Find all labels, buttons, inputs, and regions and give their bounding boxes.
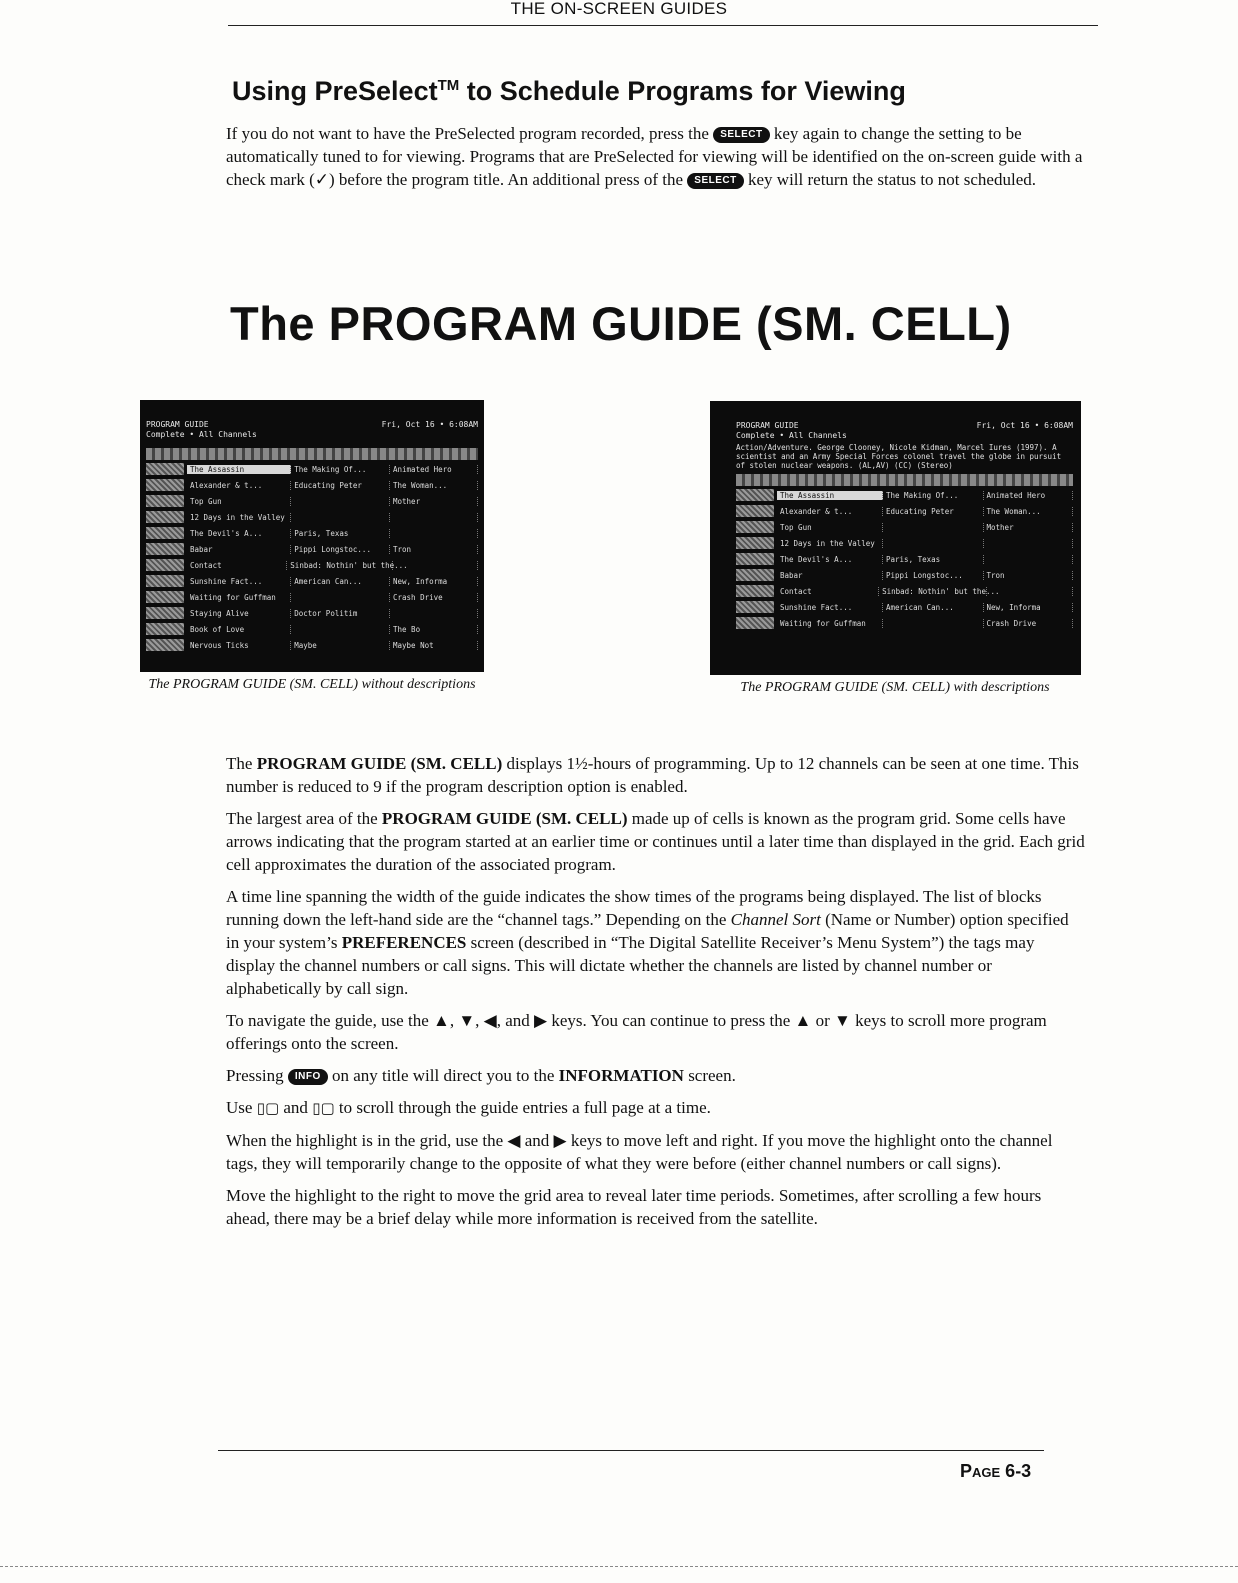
paragraph-3	[226, 885, 1086, 1000]
program-cell[interactable]: American Can...	[291, 577, 390, 586]
left-arrow-icon: ◀	[507, 1131, 521, 1150]
page-up-key-icon: ▯▢	[256, 1099, 280, 1117]
program-cell[interactable]: Paris, Texas	[291, 529, 390, 538]
p6-a: Use	[226, 1098, 253, 1117]
program-cell[interactable]: The Woman...	[984, 507, 1074, 516]
program-cell[interactable]: Maybe	[291, 641, 390, 650]
trademark-mark: TM	[437, 77, 460, 94]
guide-row[interactable]	[146, 510, 478, 524]
program-cell[interactable]: Alexander & t...	[187, 481, 291, 490]
p1-bold: PROGRAM GUIDE (SM. CELL)	[256, 754, 503, 773]
program-cell[interactable]: Educating Peter	[291, 481, 390, 490]
channel-tag[interactable]	[146, 543, 184, 555]
preselect-heading	[232, 76, 906, 107]
p3-c: screen (described in “The Digital Satellite Receiver’s Menu System”) the tags may display the channel numbers or call signs. This will dictate whether the channels are listed by channel number or alphabetically by call sign.	[226, 933, 1035, 998]
p5-bold: INFORMATION	[558, 1066, 684, 1085]
program-cell[interactable]: Top Gun	[187, 497, 291, 506]
guide-row[interactable]	[736, 536, 1073, 550]
guide-header	[146, 420, 478, 430]
p2-post: made up of cells is known as the program grid. Some cells have arrows indicating that the program started at an earlier time or continues until a later time than displayed in the grid. Each grid cell approximates the duration of the associated program.	[226, 809, 1085, 874]
program-cell[interactable]: New, Informa	[390, 577, 478, 586]
program-cell[interactable]	[291, 593, 390, 602]
guide-row[interactable]	[736, 568, 1073, 582]
program-cell[interactable]: Doctor Politim	[291, 609, 390, 618]
guide-title: PROGRAM GUIDE	[146, 420, 209, 429]
guide-title: PROGRAM GUIDE	[736, 421, 799, 430]
preselect-text-1: If you do not want to have the PreSelected program recorded, press the	[226, 124, 709, 143]
p3-italic: Channel Sort	[730, 910, 821, 929]
preselect-heading-text: Using PreSelect	[232, 76, 438, 106]
channel-tag[interactable]	[146, 479, 184, 491]
channel-tag[interactable]	[146, 495, 184, 507]
program-cell[interactable]: Mother	[390, 497, 478, 506]
guide-row[interactable]	[146, 638, 478, 652]
program-cell[interactable]: Waiting for Guffman	[187, 593, 291, 602]
program-cell[interactable]: Book of Love	[187, 625, 291, 634]
p4-c: keys to scroll more program offerings onto the screen.	[226, 1011, 1047, 1053]
program-cell[interactable]: Sinbad: Nothin' but the...	[287, 561, 393, 570]
program-cell[interactable]: The Making Of...	[291, 465, 390, 474]
program-cell[interactable]: Pippi Longstoc...	[883, 571, 984, 580]
guide-row[interactable]	[146, 462, 478, 476]
p7-and: and	[524, 1131, 550, 1150]
channel-tag[interactable]	[736, 553, 774, 565]
paragraph-1	[226, 752, 1086, 798]
program-cell[interactable]: 12 Days in the Valley	[777, 539, 883, 548]
up-arrow-icon: ▲	[794, 1011, 812, 1030]
channel-tag[interactable]	[736, 505, 774, 517]
guide-screenshot-no-descriptions	[140, 400, 484, 672]
paragraph-2	[226, 807, 1086, 876]
header-rule	[228, 25, 1098, 26]
down-arrow-icon: ▼	[834, 1011, 851, 1030]
program-cell[interactable]	[393, 561, 478, 570]
guide-row[interactable]	[736, 520, 1073, 534]
select-key-icon: SELECT	[687, 173, 743, 189]
channel-tag[interactable]	[736, 617, 774, 629]
program-cell[interactable]: Crash Drive	[390, 593, 478, 602]
guide-row[interactable]	[736, 504, 1073, 518]
program-cell[interactable]: Animated Hero	[984, 491, 1074, 500]
guide-row[interactable]	[736, 616, 1073, 630]
channel-tag[interactable]	[146, 463, 184, 475]
guide-row[interactable]	[146, 494, 478, 508]
program-cell[interactable]: Contact	[777, 587, 879, 596]
program-cell[interactable]: Top Gun	[777, 523, 883, 532]
program-cell[interactable]: Contact	[187, 561, 287, 570]
program-cell[interactable]	[987, 587, 1073, 596]
program-cell[interactable]: Sunshine Fact...	[187, 577, 291, 586]
time-line	[146, 448, 478, 460]
channel-tag[interactable]	[736, 601, 774, 613]
arrow-keys-icon: ▲, ▼, ◀, and ▶	[433, 1011, 548, 1030]
program-cell[interactable]	[291, 497, 390, 506]
p4-b: keys. You can continue to press the	[551, 1011, 791, 1030]
channel-tag[interactable]	[146, 527, 184, 539]
guide-row[interactable]	[146, 574, 478, 588]
program-cell[interactable]: Animated Hero	[390, 465, 478, 474]
program-cell[interactable]: The Assassin	[777, 491, 883, 500]
paragraph-8: Move the highlight to the right to move the grid area to reveal later time periods. Sometimes, after scrolling a few hours ahead, there may be a brief delay while more information is received from the satellite.	[226, 1186, 1042, 1228]
body-text	[226, 752, 1086, 1230]
program-cell[interactable]: Nervous Ticks	[187, 641, 291, 650]
guide-row[interactable]	[146, 542, 478, 556]
guide-row[interactable]	[736, 552, 1073, 566]
guide-row[interactable]	[146, 606, 478, 620]
paragraph-7	[226, 1129, 1086, 1175]
scan-edge-rule	[0, 1566, 1238, 1567]
guide-row[interactable]	[736, 600, 1073, 614]
program-cell[interactable]	[390, 609, 478, 618]
program-cell[interactable]: The Devil's A...	[777, 555, 883, 564]
program-cell[interactable]	[291, 625, 390, 634]
program-cell[interactable]: Alexander & t...	[777, 507, 883, 516]
program-cell[interactable]	[883, 523, 984, 532]
footer-rule	[218, 1450, 1044, 1451]
caption-left: The PROGRAM GUIDE (SM. CELL) without descriptions	[148, 677, 476, 692]
guide-row[interactable]	[736, 584, 1073, 598]
program-cell[interactable]: Babar	[187, 545, 291, 554]
p2-bold: PROGRAM GUIDE (SM. CELL)	[381, 809, 628, 828]
paragraph-5	[226, 1064, 1086, 1087]
program-cell[interactable]: Crash Drive	[984, 619, 1074, 628]
p6-and: and	[283, 1098, 308, 1117]
program-cell[interactable]: Waiting for Guffman	[777, 619, 883, 628]
channel-tag[interactable]	[736, 569, 774, 581]
program-cell[interactable]: The Woman...	[390, 481, 478, 490]
p2-pre: The largest area of the	[226, 809, 378, 828]
program-cell[interactable]: Mother	[984, 523, 1074, 532]
preselect-text-3: key will return the status to not scheduled.	[748, 170, 1036, 189]
program-cell[interactable]: Sunshine Fact...	[777, 603, 883, 612]
program-description: Action/Adventure. George Clooney, Nicole Kidman, Marcel Iures (1997). A scientist and an Army Special Forces colonel travel the globe in pursuit of stolen nuclear weapons. (AL,AV) (CC) (Stereo)	[736, 443, 1062, 470]
program-cell[interactable]: New, Informa	[984, 603, 1074, 612]
preselect-heading-rest: to Schedule Programs for Viewing	[466, 76, 906, 106]
p7-b: keys to move left and right. If you move the highlight onto the channel tags, they will temporarily change to the opposite of what they were before (either channel numbers or call signs).	[226, 1131, 1053, 1173]
guide-row[interactable]	[146, 526, 478, 540]
program-cell[interactable]: The Making Of...	[883, 491, 984, 500]
program-cell[interactable]: Sinbad: Nothin' but the...	[879, 587, 987, 596]
channel-tag[interactable]	[736, 489, 774, 501]
p7-a: When the highlight is in the grid, use the	[226, 1131, 504, 1150]
program-cell[interactable]: The Bo	[390, 625, 478, 634]
program-grid	[146, 462, 478, 652]
channel-tag[interactable]	[146, 511, 184, 523]
guide-row[interactable]	[146, 622, 478, 636]
p6-b: to scroll through the guide entries a full page at a time.	[338, 1098, 711, 1117]
program-cell[interactable]: Tron	[390, 545, 478, 554]
channel-tag[interactable]	[146, 575, 184, 587]
channel-tag[interactable]	[736, 521, 774, 533]
channel-tag[interactable]	[146, 639, 184, 651]
program-grid	[736, 488, 1073, 630]
channel-tag[interactable]	[736, 585, 774, 597]
p5-a: Pressing	[226, 1066, 284, 1085]
p3-b: (Name or Number) option specified in your system’s	[226, 910, 1069, 952]
page-number: Page 6-3	[960, 1461, 1032, 1481]
program-cell[interactable]	[883, 619, 984, 628]
guide-row[interactable]	[146, 590, 478, 604]
guide-subtitle: Complete • All Channels	[736, 431, 847, 440]
p1-post: displays 1½-hours of programming. Up to 12 channels can be seen at one time. This number is reduced to 9 if the program description option is enabled.	[226, 754, 1079, 796]
preselect-text-2: key again to change the setting to be automatically tuned to for viewing. Programs that are PreSelected for viewing will be identified on the on-screen guide with a check mark (✓) before the program title. An additional press of the	[226, 124, 1083, 189]
program-cell[interactable]: 12 Days in the Valley	[187, 513, 291, 522]
program-cell[interactable]	[390, 513, 478, 522]
program-cell[interactable]	[883, 539, 984, 548]
paragraph-4	[226, 1009, 1086, 1055]
right-arrow-icon: ▶	[553, 1131, 567, 1150]
select-key-icon: SELECT	[713, 127, 769, 143]
paragraph-6	[226, 1096, 1086, 1120]
channel-tag[interactable]	[146, 607, 184, 619]
guide-row[interactable]	[146, 558, 478, 572]
guide-row[interactable]	[736, 488, 1073, 502]
guide-screenshot-with-descriptions	[710, 401, 1081, 675]
program-cell[interactable]	[984, 539, 1074, 548]
program-cell[interactable]: Paris, Texas	[883, 555, 984, 564]
running-header: THE ON-SCREEN GUIDES	[510, 0, 728, 18]
program-cell[interactable]	[390, 529, 478, 538]
time-line	[736, 474, 1073, 486]
guide-date: Fri, Oct 16 • 6:08AM	[976, 421, 1073, 430]
program-cell[interactable]	[291, 513, 390, 522]
program-cell[interactable]: Pippi Longstoc...	[291, 545, 390, 554]
program-cell[interactable]: Tron	[984, 571, 1074, 580]
guide-header	[736, 421, 1073, 431]
guide-subtitle: Complete • All Channels	[146, 430, 257, 439]
p3-a: A time line spanning the width of the guide indicates the show times of the programs being displayed. The list of blocks running down the left-hand side are the “channel tags.” Depending on the	[226, 887, 1042, 929]
program-cell[interactable]	[984, 555, 1074, 564]
program-cell[interactable]: The Assassin	[187, 465, 291, 474]
channel-tag[interactable]	[736, 537, 774, 549]
program-cell[interactable]: Staying Alive	[187, 609, 291, 618]
p4-or: or	[815, 1011, 830, 1030]
caption-right: The PROGRAM GUIDE (SM. CELL) with descriptions	[740, 680, 1050, 695]
p3-bold: PREFERENCES	[341, 933, 467, 952]
preselect-paragraph	[226, 122, 1086, 191]
program-cell[interactable]: American Can...	[883, 603, 984, 612]
p5-c: screen.	[688, 1066, 736, 1085]
p4-a: To navigate the guide, use the	[226, 1011, 429, 1030]
page-down-key-icon: ▯▢	[312, 1099, 335, 1117]
p5-b: on any title will direct you to the	[332, 1066, 555, 1085]
section-title: The PROGRAM GUIDE (SM. CELL)	[230, 297, 1012, 350]
program-cell[interactable]: Maybe Not	[390, 641, 478, 650]
program-cell[interactable]: Babar	[777, 571, 883, 580]
channel-tag[interactable]	[146, 591, 184, 603]
program-cell[interactable]: Educating Peter	[883, 507, 984, 516]
program-cell[interactable]: The Devil's A...	[187, 529, 291, 538]
guide-row[interactable]	[146, 478, 478, 492]
channel-tag[interactable]	[146, 559, 184, 571]
info-key-icon: INFO	[288, 1069, 328, 1085]
p1-pre: The	[226, 754, 253, 773]
guide-date: Fri, Oct 16 • 6:08AM	[381, 420, 478, 429]
channel-tag[interactable]	[146, 623, 184, 635]
